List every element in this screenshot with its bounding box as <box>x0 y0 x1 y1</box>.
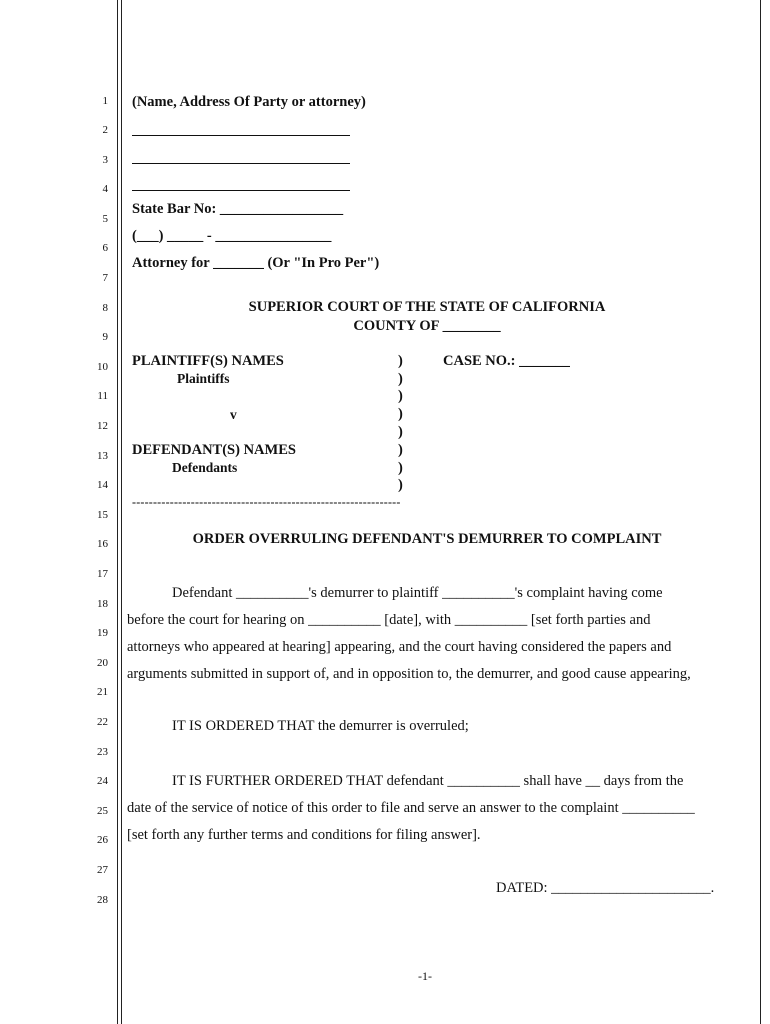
county-field: COUNTY OF ________ <box>353 318 501 334</box>
line-number: 18 <box>97 598 108 610</box>
line-number: 12 <box>97 420 108 432</box>
paragraph-1-line-3: attorneys who appeared at hearing] appearing, and the court having considered the papers and <box>127 639 672 655</box>
defendants-names: DEFENDANT(S) NAMES <box>132 442 296 458</box>
paren: ) <box>398 406 403 422</box>
line-number: 24 <box>97 775 108 787</box>
line-number: 17 <box>97 568 108 580</box>
line-number: 14 <box>97 479 108 491</box>
caption-divider: ---------------------------------------------------------------- <box>132 495 401 509</box>
dated-field: DATED: ______________________. <box>496 880 715 896</box>
versus-label: v <box>230 407 237 422</box>
case-number-field: CASE NO.: _______ <box>443 353 570 369</box>
line-number: 7 <box>102 272 108 284</box>
court-name: SUPERIOR COURT OF THE STATE OF CALIFORNIA <box>248 299 606 315</box>
line-number: 19 <box>97 627 108 639</box>
defendants-label: Defendants <box>172 460 238 475</box>
right-margin-rule <box>760 0 761 1024</box>
paragraph-3-line-2: date of the service of notice of this order to file and serve an answer to the complaint __________ <box>127 800 695 816</box>
name-address-label: (Name, Address Of Party or attorney) <box>132 94 366 110</box>
paren: ) <box>398 477 403 493</box>
paren: ) <box>398 424 403 440</box>
line-number: 20 <box>97 657 108 669</box>
paren: ) <box>398 388 403 404</box>
line-number: 5 <box>102 213 108 225</box>
line-number: 16 <box>97 538 108 550</box>
line-number: 4 <box>102 183 108 195</box>
line-number: 26 <box>97 834 108 846</box>
address-line-3[interactable] <box>132 190 350 191</box>
paren: ) <box>398 460 403 476</box>
paragraph-1-line-1: Defendant __________'s demurrer to plaintiff __________'s complaint having come <box>172 585 663 601</box>
line-number: 3 <box>102 154 108 166</box>
paragraph-1-line-2: before the court for hearing on __________ [date], with __________ [set forth parties and <box>127 612 651 628</box>
paragraph-3-line-3: [set forth any further terms and conditions for filing answer]. <box>127 827 481 843</box>
paragraph-1-line-4: arguments submitted in support of, and in opposition to, the demurrer, and good cause appearing, <box>127 666 691 682</box>
line-number: 23 <box>97 746 108 758</box>
address-line-2[interactable] <box>132 163 350 164</box>
plaintiffs-names: PLAINTIFF(S) NAMES <box>132 353 284 369</box>
left-margin-rule-inner <box>121 0 122 1024</box>
left-margin-rule <box>117 0 118 1024</box>
line-number: 9 <box>102 331 108 343</box>
plaintiffs-label: Plaintiffs <box>177 371 230 386</box>
line-number: 21 <box>97 686 108 698</box>
paren: ) <box>398 442 403 458</box>
line-number: 6 <box>102 242 108 254</box>
line-number: 13 <box>97 450 108 462</box>
line-number: 8 <box>102 302 108 314</box>
paren: ) <box>398 353 403 369</box>
line-number: 1 <box>102 95 108 107</box>
order-paragraph: IT IS ORDERED THAT the demurrer is overruled; <box>172 718 469 734</box>
paragraph-3-line-1: IT IS FURTHER ORDERED THAT defendant __________ shall have __ days from the <box>172 773 684 789</box>
line-number: 28 <box>97 894 108 906</box>
attorney-for-field: Attorney for _______ (Or "In Pro Per") <box>132 255 380 271</box>
paren: ) <box>398 371 403 387</box>
address-line-1[interactable] <box>132 135 350 136</box>
page-number: -1- <box>418 969 432 983</box>
state-bar-field: State Bar No: _________________ <box>132 201 344 217</box>
phone-field: (___) _____ - ________________ <box>132 228 332 244</box>
line-number: 15 <box>97 509 108 521</box>
line-number: 10 <box>97 361 108 373</box>
line-number: 11 <box>97 390 108 402</box>
line-number: 25 <box>97 805 108 817</box>
line-number: 22 <box>97 716 108 728</box>
line-number: 27 <box>97 864 108 876</box>
line-number: 2 <box>102 124 108 136</box>
document-title: ORDER OVERRULING DEFENDANT'S DEMURRER TO COMPLAINT <box>192 531 662 547</box>
